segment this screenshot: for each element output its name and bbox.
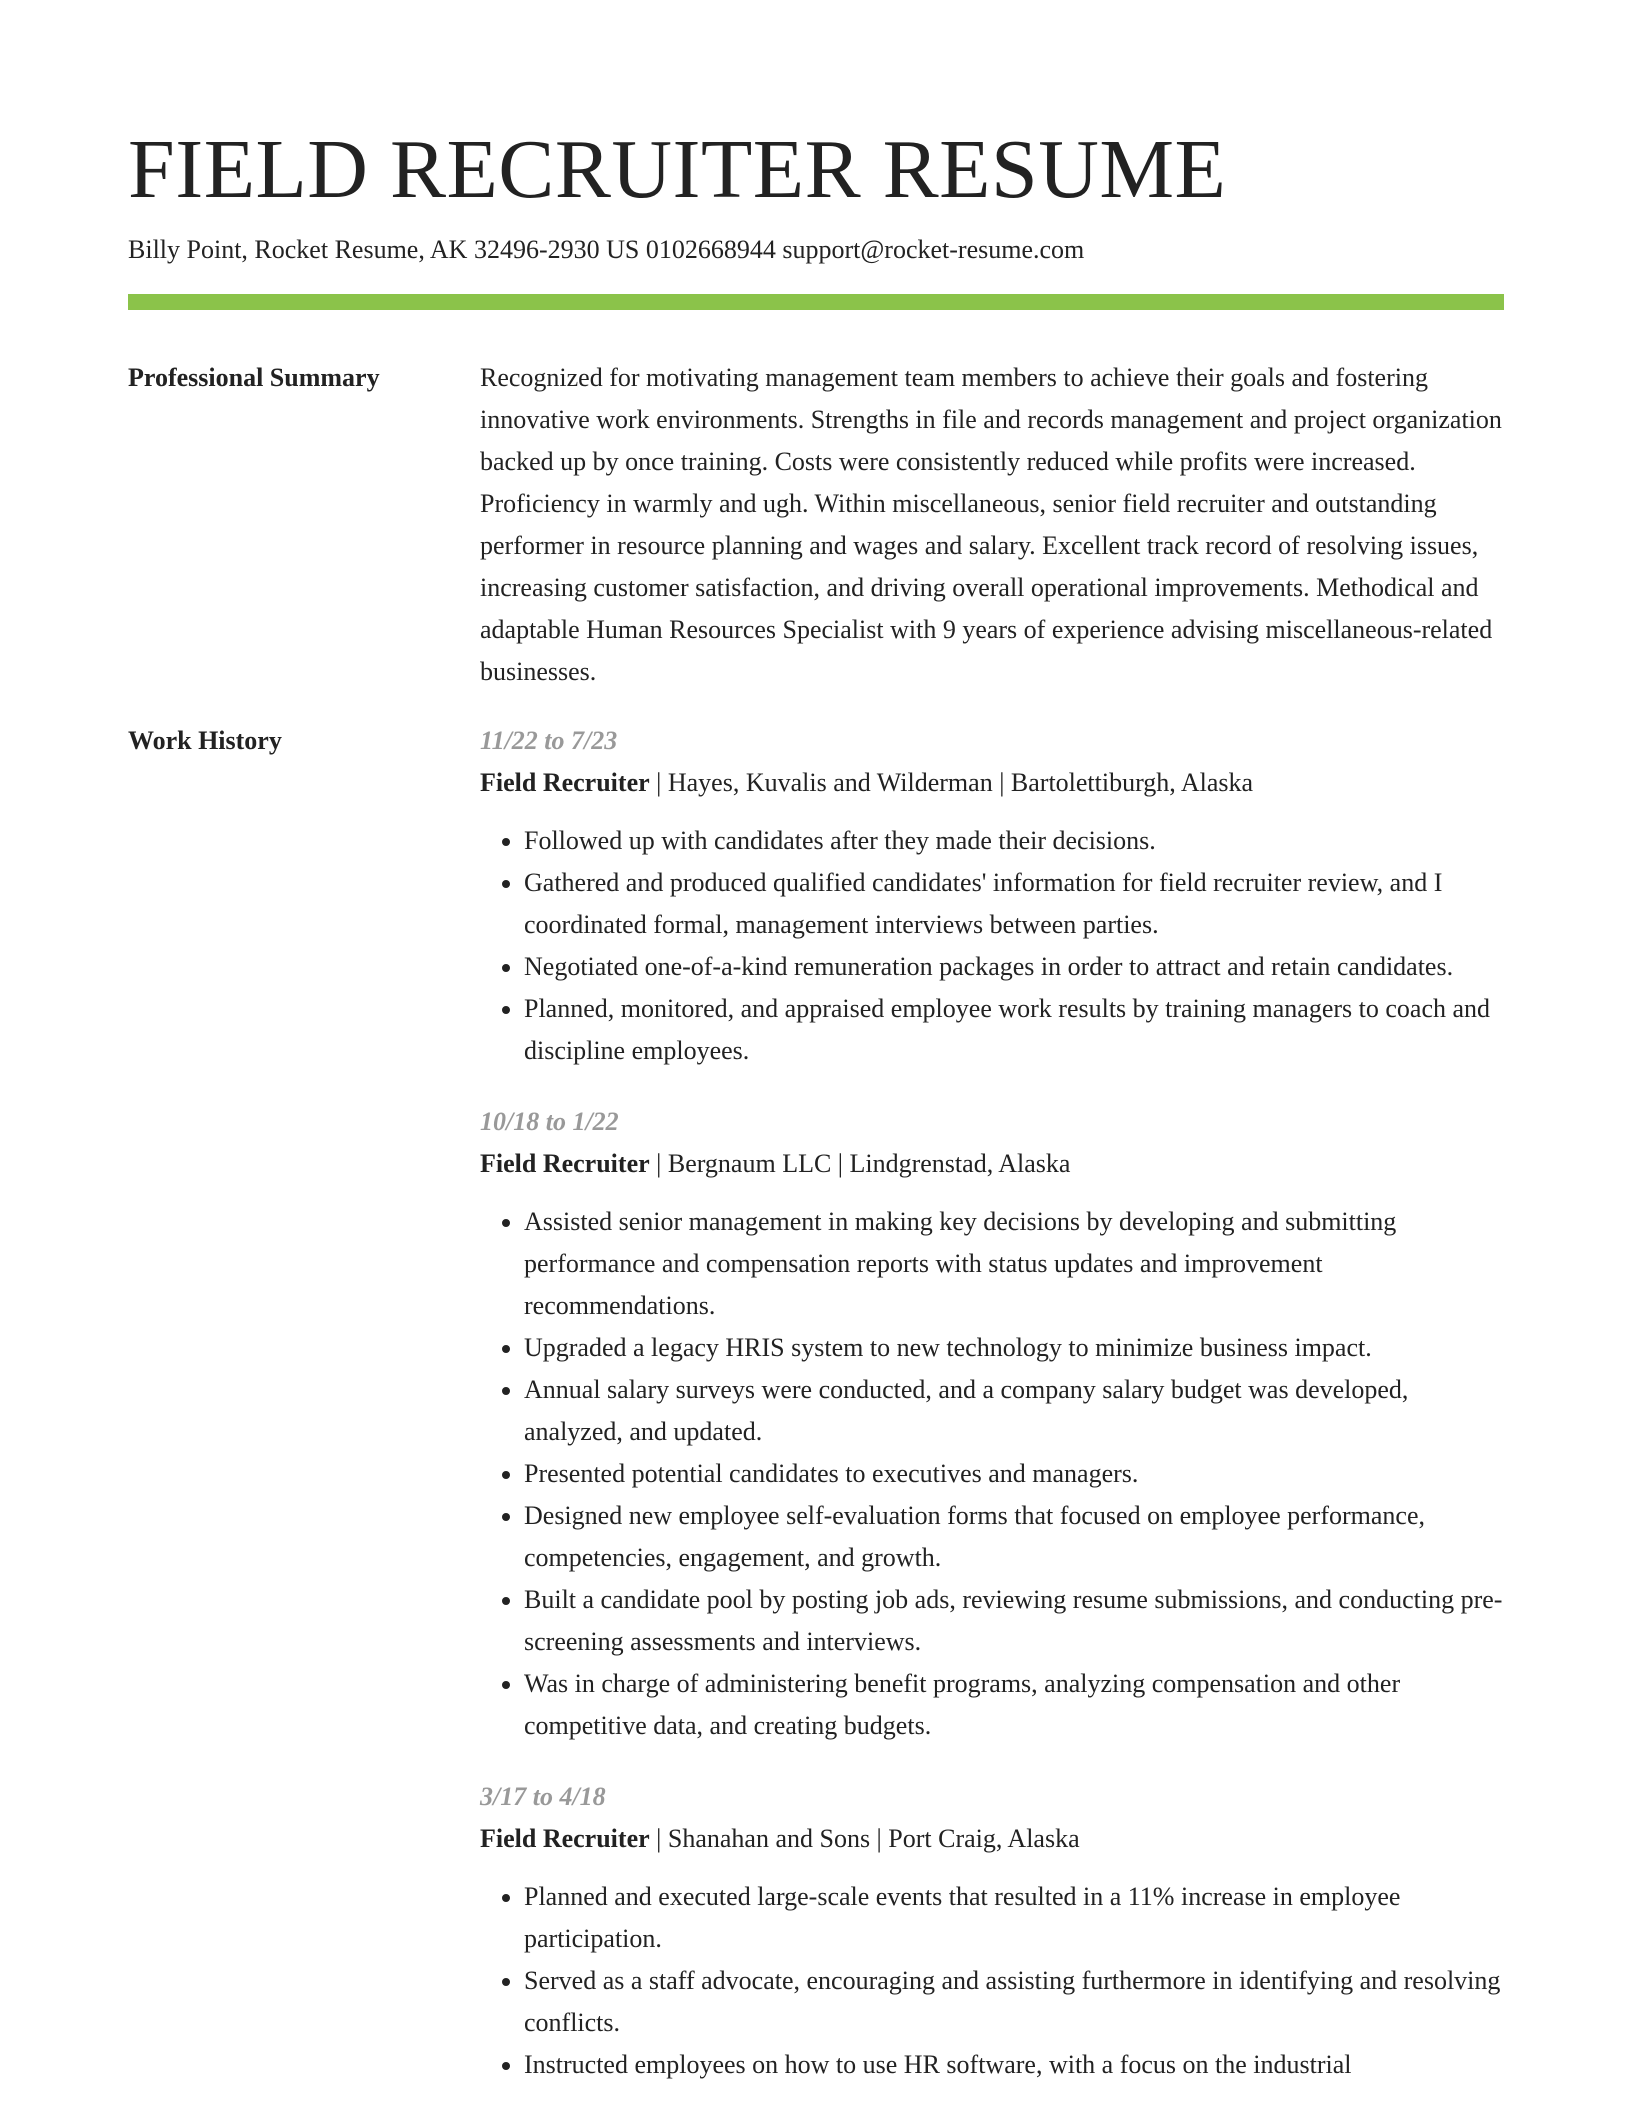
- bullet-item: • Built a candidate pool by posting job ads, reviewing resume submissions, and conducting pre-screening assessments and interviews.: [524, 1579, 1504, 1663]
- resume-title: FIELD RECRUITER RESUME: [128, 123, 1227, 216]
- job-heading: [480, 762, 1504, 804]
- section-body: [480, 360, 1504, 693]
- section-label: Professional Summary: [128, 363, 380, 392]
- work-history-section: [128, 723, 1504, 2118]
- job-dates: 11/22 to 7/23: [480, 726, 618, 755]
- section-body: [480, 723, 1504, 2118]
- job-heading: [480, 1143, 1504, 1185]
- job-entry: [480, 720, 1504, 1072]
- bullet-item: • Followed up with candidates after they made their decisions.: [524, 820, 1504, 862]
- bullet-item: • Was in charge of administering benefit programs, analyzing compensation and other competitive data, and creating budgets.: [524, 1663, 1504, 1747]
- section-label: Work History: [128, 726, 282, 755]
- bullet-item: • Gathered and produced qualified candidates' information for field recruiter review, and I coordinated formal, management interviews between parties.: [524, 862, 1504, 946]
- job-details: | Bergnaum LLC | Lindgrenstad, Alaska: [649, 1149, 1071, 1178]
- job-details: | Hayes, Kuvalis and Wilderman | Bartolettiburgh, Alaska: [649, 768, 1254, 797]
- bullet-item: • Planned, monitored, and appraised employee work results by training managers to coach and discipline employees.: [524, 988, 1504, 1072]
- job-role: Field Recruiter: [480, 768, 650, 797]
- job-role: Field Recruiter: [480, 1149, 650, 1178]
- job-dates: 10/18 to 1/22: [480, 1107, 619, 1136]
- bullet-item: • Designed new employee self-evaluation forms that focused on employee performance, competencies, engagement, and growth.: [524, 1495, 1504, 1579]
- job-role: Field Recruiter: [480, 1824, 650, 1853]
- bullet-item: • Upgraded a legacy HRIS system to new technology to minimize business impact.: [524, 1327, 1504, 1369]
- job-entry: [480, 1776, 1504, 2086]
- professional-summary-section: [128, 360, 1504, 693]
- job-bullets: [480, 820, 1504, 1072]
- resume-page: [128, 0, 1504, 2118]
- job-details: | Shanahan and Sons | Port Craig, Alaska: [649, 1824, 1080, 1853]
- bullet-item: • Presented potential candidates to executives and managers.: [524, 1453, 1504, 1495]
- contact-line: Billy Point, Rocket Resume, AK 32496-2930 US 0102668944 support@rocket-resume.com: [128, 235, 1085, 264]
- job-heading: [480, 1818, 1504, 1860]
- bullet-item: • Assisted senior management in making key decisions by developing and submitting performance and compensation reports with status updates and improvement recommendations.: [524, 1201, 1504, 1327]
- bullet-item: • Planned and executed large-scale events that resulted in a 11% increase in employee participation.: [524, 1876, 1504, 1960]
- job-bullets: [480, 1876, 1504, 2086]
- bullet-item: • Instructed employees on how to use HR software, with a focus on the industrial: [524, 2044, 1504, 2086]
- accent-divider: [128, 294, 1504, 310]
- job-dates: 3/17 to 4/18: [480, 1782, 606, 1811]
- bullet-item: • Negotiated one-of-a-kind remuneration packages in order to attract and retain candidates.: [524, 946, 1504, 988]
- bullet-item: • Annual salary surveys were conducted, and a company salary budget was developed, analyzed, and updated.: [524, 1369, 1504, 1453]
- summary-text: Recognized for motivating management team members to achieve their goals and fostering innovative work environments. Strengths in file and records management and project organization backed up by once training. Costs were consistently reduced while profits were increased. Proficiency in warmly and ugh. Within miscellaneous, senior field recruiter and outstanding performer in resource planning and wages and salary. Excellent track record of resolving issues, increasing customer satisfaction, and driving overall operational improvements. Methodical and adaptable Human Resources Specialist with 9 years of experience advising miscellaneous-related businesses.: [480, 363, 1502, 686]
- bullet-item: • Served as a staff advocate, encouraging and assisting furthermore in identifying and resolving conflicts.: [524, 1960, 1504, 2044]
- job-entry: [480, 1101, 1504, 1747]
- job-bullets: [480, 1201, 1504, 1747]
